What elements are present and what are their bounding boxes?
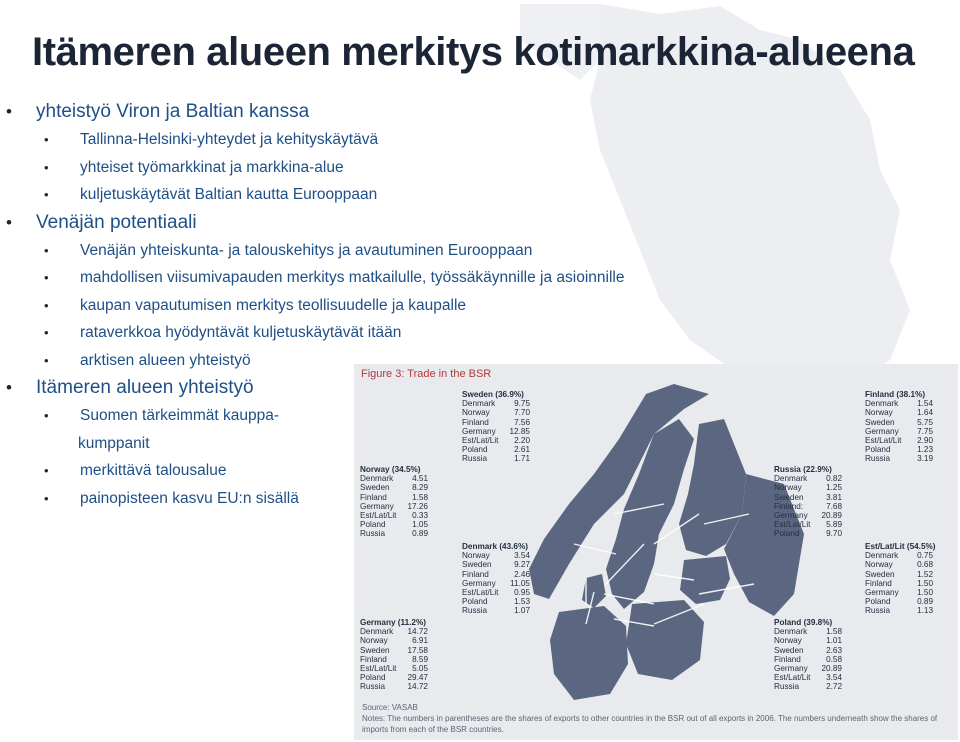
country-label: Poland [462, 445, 488, 455]
country-label: Sweden [774, 492, 804, 502]
sub-bullet-item: • kuljetuskäytävät Baltian kautta Eurooppaan [0, 181, 720, 209]
trade-table-germany [360, 618, 428, 692]
share-value: 5.75 [917, 417, 933, 427]
country-label: Germany [774, 664, 808, 674]
table-row [360, 483, 428, 492]
share-value: 4.51 [412, 474, 428, 484]
share-value: 12.85 [509, 426, 530, 436]
country-label: Est/Lat/Lit [462, 588, 499, 598]
country-label: Poland [462, 597, 488, 607]
share-value: 2.46 [514, 569, 530, 579]
share-value: 3.19 [917, 454, 933, 464]
share-value: 14.72 [407, 682, 428, 692]
country-label: Sweden [865, 569, 895, 579]
trade-table-russia [774, 465, 842, 539]
table-row [774, 636, 842, 645]
table-header: Denmark (43.6%) [462, 542, 528, 551]
table-row [865, 579, 936, 588]
table-row [360, 529, 428, 538]
table-header: Norway (34.5%) [360, 465, 421, 474]
country-label: Germany [462, 578, 496, 588]
share-value: 1.50 [917, 588, 933, 598]
share-value: 17.58 [407, 645, 428, 655]
table-row [774, 529, 842, 538]
table-row [865, 551, 936, 560]
table-row [774, 682, 842, 691]
country-label: Sweden [360, 483, 390, 493]
share-value: 7.56 [514, 417, 530, 427]
country-label: Denmark [360, 474, 394, 484]
sub-bullet-item: • Tallinna-Helsinki-yhteydet ja kehityskäytävä [0, 126, 720, 154]
table-row [360, 502, 428, 511]
share-value: 0.95 [514, 588, 530, 598]
table-row [774, 502, 842, 511]
trade-table-poland [774, 618, 842, 692]
table-row [774, 474, 842, 483]
table-row [360, 474, 428, 483]
baltics-shape [680, 556, 730, 604]
table-row [865, 606, 936, 615]
table-row [462, 445, 530, 454]
country-label: Denmark [865, 551, 899, 561]
share-value: 7.75 [917, 426, 933, 436]
table-row [865, 570, 936, 579]
share-value: 7.68 [826, 501, 842, 511]
trade-table-norway [360, 465, 428, 539]
table-row [360, 673, 428, 682]
share-value: 2.61 [514, 445, 530, 455]
country-label: Germany [462, 426, 496, 436]
country-label: Norway [865, 560, 893, 570]
table-row [462, 399, 530, 408]
share-value: 1.54 [917, 399, 933, 409]
country-label: Russia [360, 682, 386, 692]
country-label: Sweden [360, 645, 390, 655]
table-row [865, 418, 933, 427]
share-value: 2.20 [514, 436, 530, 446]
table-row [865, 454, 933, 463]
share-value: 7.70 [514, 408, 530, 418]
country-label: Poland [865, 597, 891, 607]
table-row [462, 560, 530, 569]
country-label: Sweden [462, 560, 492, 570]
table-row [774, 655, 842, 664]
table-row [360, 627, 428, 636]
share-value: 1.52 [917, 569, 933, 579]
country-label: Finland [865, 578, 892, 588]
country-label: Finland [462, 417, 489, 427]
country-label: Est/Lat/Lit [462, 436, 499, 446]
country-label: Est/Lat/Lit [774, 520, 811, 530]
country-label: Finland: [774, 501, 804, 511]
share-value: 2.63 [826, 645, 842, 655]
trade-table-sweden [462, 390, 530, 464]
country-label: Finland [462, 569, 489, 579]
country-label: Russia [865, 454, 891, 464]
share-value: 5.05 [412, 664, 428, 674]
country-label: Norway [462, 551, 490, 561]
sub-bullet-item: • kaupan vapautumisen merkitys teollisuudelle ja kaupalle [0, 292, 720, 320]
sub-bullet-item: • merkittävä talousalue [0, 457, 720, 485]
table-row [774, 520, 842, 529]
share-value: 1.58 [826, 627, 842, 637]
country-label: Norway [360, 636, 388, 646]
share-value: 9.75 [514, 399, 530, 409]
sub-bullet-item: • arktisen alueen yhteistyö [0, 347, 720, 375]
country-label: Finland [774, 654, 801, 664]
table-row [462, 436, 530, 445]
share-value: 0.33 [412, 511, 428, 521]
country-label: Poland [360, 520, 386, 530]
table-header: Est/Lat/Lit (54.5%) [865, 542, 936, 551]
table-row [360, 655, 428, 664]
country-label: Est/Lat/Lit [865, 436, 902, 446]
table-row [360, 636, 428, 645]
table-row [360, 682, 428, 691]
table-header: Sweden (36.9%) [462, 390, 524, 399]
figure-notes: Notes: The numbers in parentheses are the shares of exports to other countries in the BSR out of all exports in 2006. The numbers underneath show the shares of imports from each of the BSR countries. [362, 714, 938, 734]
trade-table-denmark [462, 542, 530, 616]
table-row [462, 579, 530, 588]
share-value: 3.54 [826, 673, 842, 683]
share-value: 8.29 [412, 483, 428, 493]
table-row [360, 511, 428, 520]
table-row [865, 588, 936, 597]
country-label: Denmark [774, 474, 808, 484]
share-value: 1.53 [514, 597, 530, 607]
table-row [865, 436, 933, 445]
sub-bullet-item: • mahdollisen viisumivapauden merkitys matkailulle, työssäkäynnille ja asioinnille [0, 264, 720, 292]
country-label: Poland [360, 673, 386, 683]
share-value: 20.89 [821, 664, 842, 674]
poland-shape [626, 600, 704, 680]
share-value: 8.59 [412, 654, 428, 664]
share-value: 3.54 [514, 551, 530, 561]
country-label: Germany [360, 501, 394, 511]
table-row [774, 673, 842, 682]
table-row [462, 597, 530, 606]
table-row [462, 454, 530, 463]
slide-title: Itämeren alueen merkitys kotimarkkina-alueena [32, 30, 915, 74]
table-row [462, 606, 530, 615]
share-value: 2.72 [826, 682, 842, 692]
table-row [462, 427, 530, 436]
trade-table-finland [865, 390, 933, 464]
table-header: Finland (38.1%) [865, 390, 926, 399]
share-value: 1.01 [826, 636, 842, 646]
country-label: Est/Lat/Lit [360, 511, 397, 521]
sub-bullet-item: • rataverkkoa hyödyntävät kuljetuskäytävät itään [0, 319, 720, 347]
country-label: Germany [865, 588, 899, 598]
table-row [865, 560, 936, 569]
trade-figure [354, 364, 958, 740]
country-label: Russia [865, 606, 891, 616]
country-label: Poland [865, 445, 891, 455]
bullet-item: • Venäjän potentiaali [0, 209, 720, 237]
share-value: 9.27 [514, 560, 530, 570]
share-value: 11.05 [510, 578, 530, 588]
table-row [462, 551, 530, 560]
country-label: Germany [774, 511, 808, 521]
country-label: Russia [774, 682, 800, 692]
share-value: 0.68 [917, 560, 933, 570]
share-value: 1.23 [917, 445, 933, 455]
share-value: 1.13 [917, 606, 933, 616]
share-value: 2.90 [917, 436, 933, 446]
bullet-item: • Itämeren alueen yhteistyö [0, 374, 720, 402]
figure-source: Source: VASAB [362, 703, 418, 712]
sub-bullet-item: • Suomen tärkeimmät kauppa- [0, 402, 720, 430]
bullet-item: • yhteistyö Viron ja Baltian kanssa [0, 98, 720, 126]
table-header: Russia (22.9%) [774, 465, 832, 474]
table-row [360, 493, 428, 502]
country-label: Norway [865, 408, 893, 418]
table-row [774, 493, 842, 502]
country-label: Finland [360, 654, 387, 664]
country-label: Denmark [360, 627, 394, 637]
table-header: Germany (11.2%) [360, 618, 426, 627]
share-value: 9.70 [826, 529, 842, 539]
share-value: 1.25 [826, 483, 842, 493]
table-row [774, 646, 842, 655]
trade-table-est-lat-lit [865, 542, 936, 616]
share-value: 1.64 [917, 408, 933, 418]
table-row [774, 483, 842, 492]
share-value: 3.81 [826, 492, 842, 502]
country-label: Norway [774, 483, 802, 493]
country-label: Germany [865, 426, 899, 436]
share-value: 29.47 [407, 673, 428, 683]
share-value: 5.89 [826, 520, 842, 530]
country-label: Norway [462, 408, 490, 418]
figure-title: Figure 3: Trade in the BSR [361, 368, 492, 380]
country-label: Sweden [774, 645, 804, 655]
share-value: 17.26 [407, 501, 428, 511]
table-row [360, 520, 428, 529]
table-row [360, 664, 428, 673]
country-label: Denmark [774, 627, 808, 637]
share-value: 1.07 [514, 606, 530, 616]
country-label: Denmark [865, 399, 899, 409]
share-value: 0.89 [412, 529, 428, 539]
table-row [462, 570, 530, 579]
country-label: Russia [462, 606, 488, 616]
share-value: 0.58 [826, 654, 842, 664]
country-label: Russia [462, 454, 488, 464]
table-row [865, 427, 933, 436]
table-row [865, 597, 936, 606]
share-value: 14.72 [407, 627, 428, 637]
table-header: Poland (39.8%) [774, 618, 833, 627]
share-value: 0.82 [826, 474, 842, 484]
table-row [774, 664, 842, 673]
table-row [462, 418, 530, 427]
share-value: 1.71 [514, 454, 530, 464]
table-row [462, 408, 530, 417]
share-value: 0.75 [917, 551, 933, 561]
share-value: 6.91 [412, 636, 428, 646]
table-row [774, 627, 842, 636]
table-row [865, 408, 933, 417]
country-label: Finland [360, 492, 387, 502]
country-label: Poland [774, 529, 800, 539]
table-row [865, 445, 933, 454]
table-row [462, 588, 530, 597]
country-label: Est/Lat/Lit [360, 664, 397, 674]
table-row [774, 511, 842, 520]
country-label: Sweden [865, 417, 895, 427]
sub-bullet-item: • painopisteen kasvu EU:n sisällä [0, 485, 720, 513]
share-value: 20.89 [821, 511, 842, 521]
sub-bullet-item: • yhteiset työmarkkinat ja markkina-alue [0, 154, 720, 182]
country-label: Denmark [462, 399, 496, 409]
table-row [360, 646, 428, 655]
table-row [865, 399, 933, 408]
share-value: 1.50 [917, 578, 933, 588]
country-label: Norway [774, 636, 802, 646]
share-value: 1.58 [412, 492, 428, 502]
share-value: 0.89 [917, 597, 933, 607]
sub-bullet-item: • Venäjän yhteiskunta- ja talouskehitys ja avautuminen Eurooppaan [0, 237, 720, 265]
country-label: Est/Lat/Lit [774, 673, 811, 683]
country-label: Russia [360, 529, 386, 539]
sub-bullet-item: kumppanit [78, 434, 150, 452]
share-value: 1.05 [412, 520, 428, 530]
